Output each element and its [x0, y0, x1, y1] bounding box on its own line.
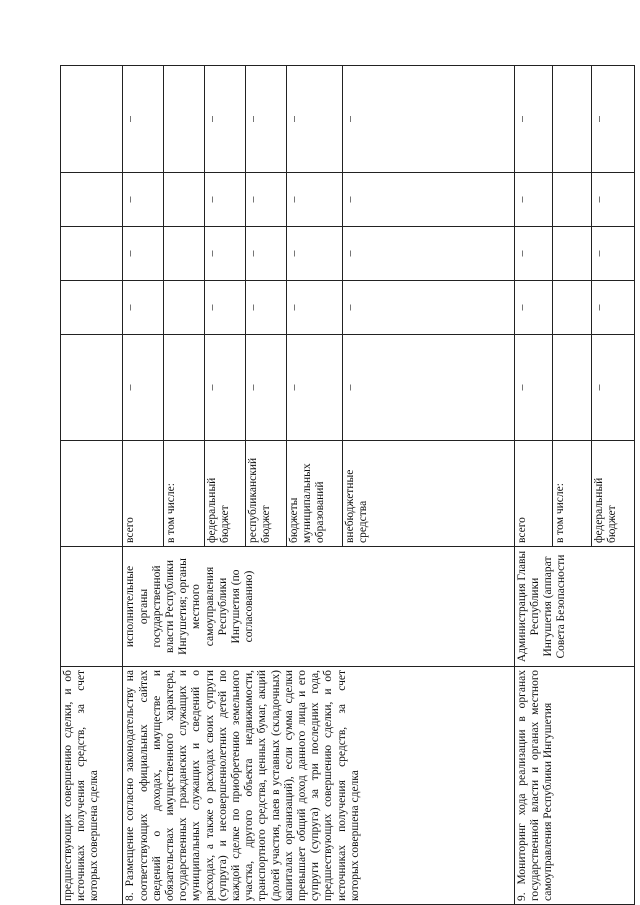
value-cell [553, 335, 592, 441]
value-cell [553, 281, 592, 335]
value-cell: – [591, 173, 634, 227]
measure-description: предшествующих совершению сделки, и об источниках получения средств, за счет которых совершена сделка [61, 667, 123, 905]
funding-source: республиканский бюджет [245, 441, 286, 547]
value-cell [61, 281, 123, 335]
funding-source: федеральный бюджет [205, 441, 246, 547]
value-cell: – [514, 335, 553, 441]
value-cell: – [205, 281, 246, 335]
table-row [514, 66, 553, 905]
value-cell: – [245, 173, 286, 227]
value-cell: – [245, 335, 286, 441]
funding-source: всего [123, 441, 164, 547]
funding-source-cell [61, 441, 123, 547]
value-cell: – [286, 335, 342, 441]
funding-source: в том числе: [164, 441, 205, 547]
value-cell: – [591, 281, 634, 335]
value-cell [61, 335, 123, 441]
value-cell: – [123, 66, 164, 173]
value-cell [164, 281, 205, 335]
measure-description: 8. Размещение согласно законодательству на соответствующих официальных сайтах сведений о доходах, имуществе и обязательствах имущественного характера, государственных гражданских служащих и муниципальных служащих и сведений о расходах, а также о расходах своих супруги (супруга) и несовершеннолетних детей по каждой сделке по приобретению земельного участка, другого объекта недвижимости, транспортного средства, ценных бумаг, акций (долей участия, паев в уставных (складочных) капиталах организаций), если сумма сделки превышает общий доход данного лица и его супруги (супруга) за три последних года, предшествующих совершению сделки, и об источниках получения средств, за счет которых совершена сделка [123, 667, 514, 905]
executor-cell: исполнительные органы государственной власти Республики Ингушетия; органы местного самоуправления Республики Ингушетия (по согласованию) [123, 547, 514, 667]
table-row [123, 66, 164, 905]
value-cell [164, 66, 205, 173]
value-cell [61, 227, 123, 281]
funding-source: внебюджетные средства [342, 441, 514, 547]
value-cell: – [514, 227, 553, 281]
table-row [61, 66, 123, 905]
value-cell: – [205, 335, 246, 441]
value-cell: – [286, 281, 342, 335]
value-cell [61, 66, 123, 173]
funding-source: в том числе: [553, 441, 592, 547]
value-cell [164, 173, 205, 227]
value-cell: – [342, 281, 514, 335]
executor-cell [61, 547, 123, 667]
value-cell [164, 227, 205, 281]
value-cell [61, 173, 123, 227]
value-cell: – [123, 227, 164, 281]
value-cell: – [342, 173, 514, 227]
value-cell: – [591, 66, 634, 173]
value-cell: – [591, 335, 634, 441]
value-cell: – [514, 281, 553, 335]
value-cell [164, 335, 205, 441]
value-cell: – [514, 173, 553, 227]
rotated-page [60, 65, 635, 905]
value-cell: – [342, 227, 514, 281]
funding-source: федеральный бюджет [591, 441, 634, 547]
value-cell: – [342, 66, 514, 173]
value-cell: – [286, 66, 342, 173]
measure-description: 9. Мониторинг хода реализации в органах государственной власти и органах местного самоуправления Республики Ингушетия [514, 667, 634, 905]
funding-source: бюджеты муниципальных образований [286, 441, 342, 547]
executor-cell: Администрация Главы Республики Ингушетия (аппарат Совета Безопасности [514, 547, 634, 667]
value-cell [553, 227, 592, 281]
value-cell: – [245, 227, 286, 281]
value-cell [553, 173, 592, 227]
value-cell: – [245, 66, 286, 173]
value-cell: – [205, 227, 246, 281]
funding-source: всего [514, 441, 553, 547]
value-cell: – [205, 173, 246, 227]
value-cell: – [591, 227, 634, 281]
value-cell: – [286, 173, 342, 227]
value-cell: – [286, 227, 342, 281]
value-cell: – [205, 66, 246, 173]
value-cell: – [514, 66, 553, 173]
value-cell: – [342, 335, 514, 441]
value-cell: – [123, 173, 164, 227]
value-cell: – [245, 281, 286, 335]
value-cell: – [123, 281, 164, 335]
measures-table [60, 65, 635, 905]
value-cell: – [123, 335, 164, 441]
value-cell [553, 66, 592, 173]
